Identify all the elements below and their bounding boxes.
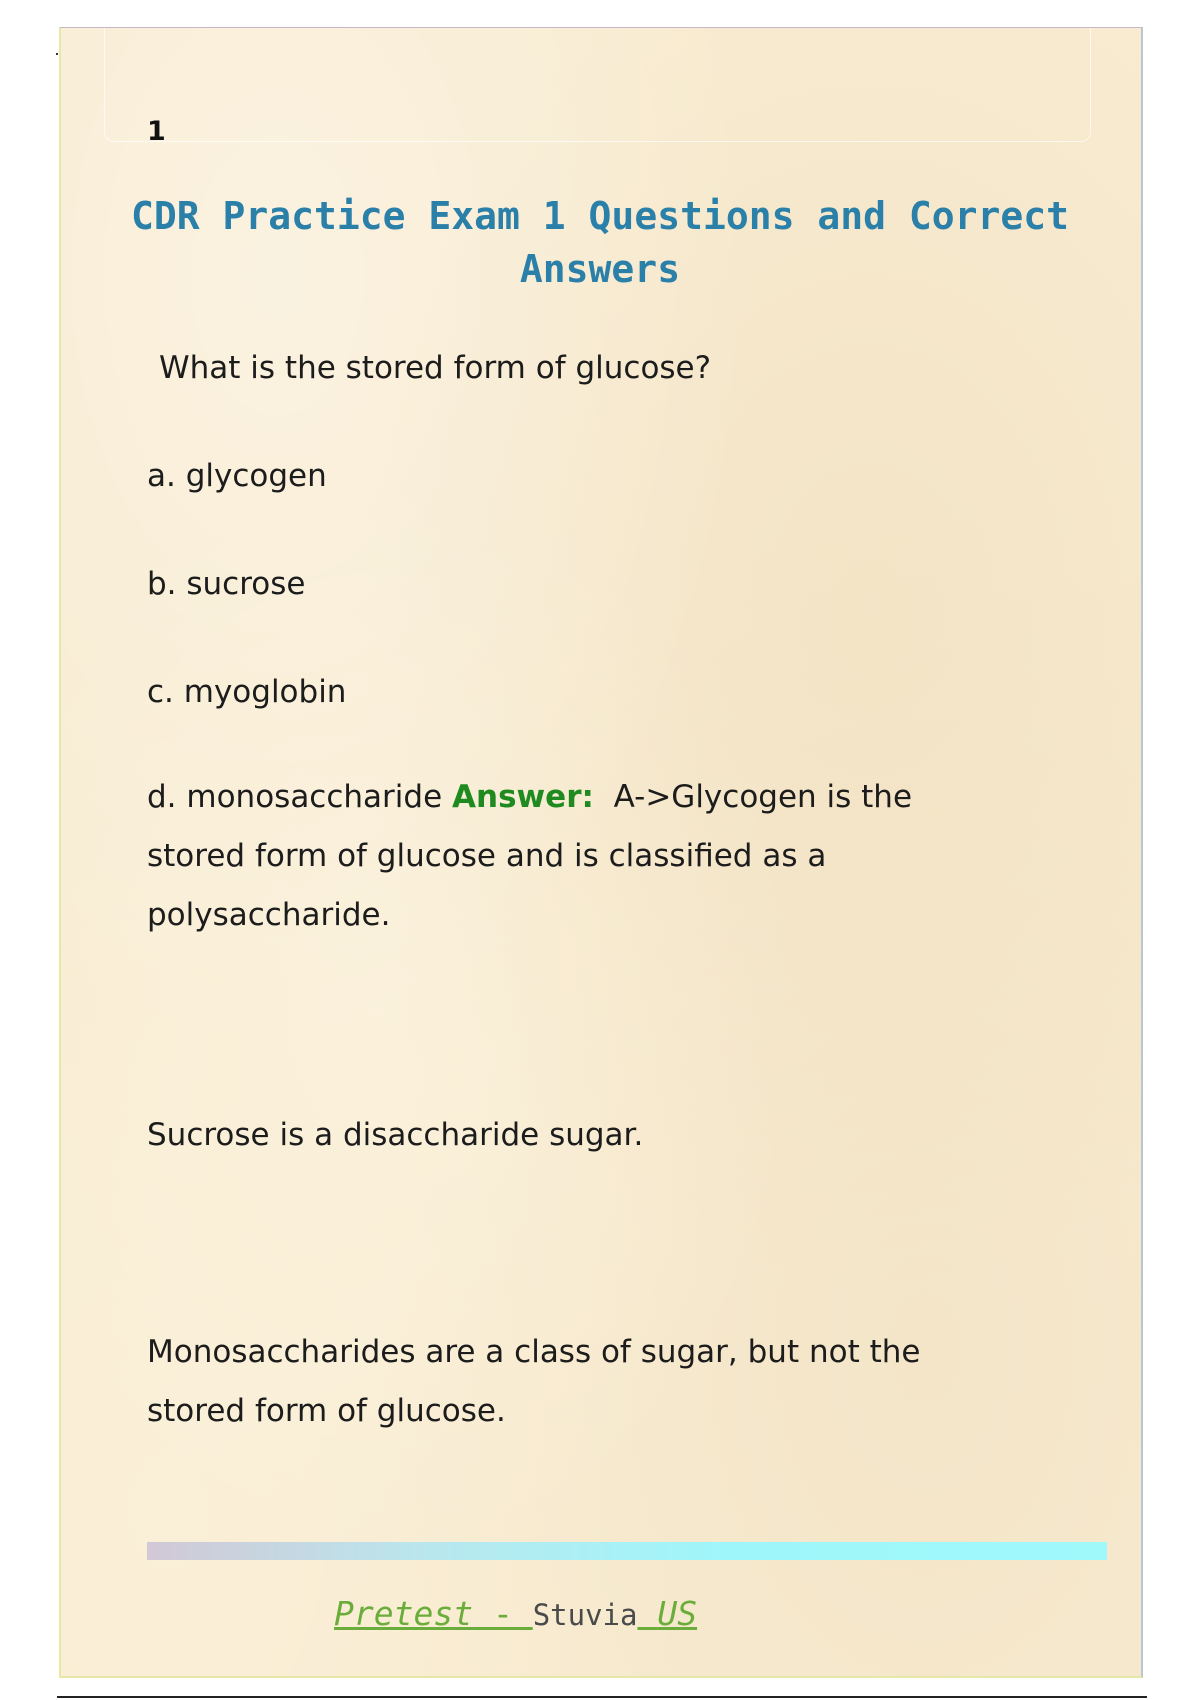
document-page [59,27,1143,1678]
page-number: 1 [147,116,166,147]
question-text: What is the stored form of glucose? [159,350,712,386]
option-d: d. monosaccharide [147,779,443,815]
pretest-link[interactable]: Pretest [334,1594,474,1633]
option-b: b. sucrose [147,566,306,602]
answer-label: Answer: [452,779,594,815]
monosaccharides-note: Monosaccharides are a class of sugar, but not the stored form of glucose. [147,1334,921,1429]
footer-source [334,1594,697,1633]
footer-separator: - [473,1594,533,1633]
header-frame [104,28,1091,142]
answer-text: A->Glycogen is the stored form of glucose and is classified as a polysaccharide. [147,779,913,933]
option-d-with-answer [147,768,987,945]
page-edge-mark [56,53,58,55]
footer-spacer [637,1594,657,1633]
option-c: c. myoglobin [147,674,347,710]
page-title: CDR Practice Exam 1 Questions and Correct Answers [131,194,1069,291]
bottom-rule [57,1696,1147,1698]
gradient-divider [147,1542,1107,1560]
sucrose-note: Sucrose is a disaccharide sugar. [147,1117,644,1153]
stuvia-label: Stuvia [532,1598,638,1632]
us-link[interactable]: US [657,1594,698,1633]
option-a: a. glycogen [147,458,327,494]
